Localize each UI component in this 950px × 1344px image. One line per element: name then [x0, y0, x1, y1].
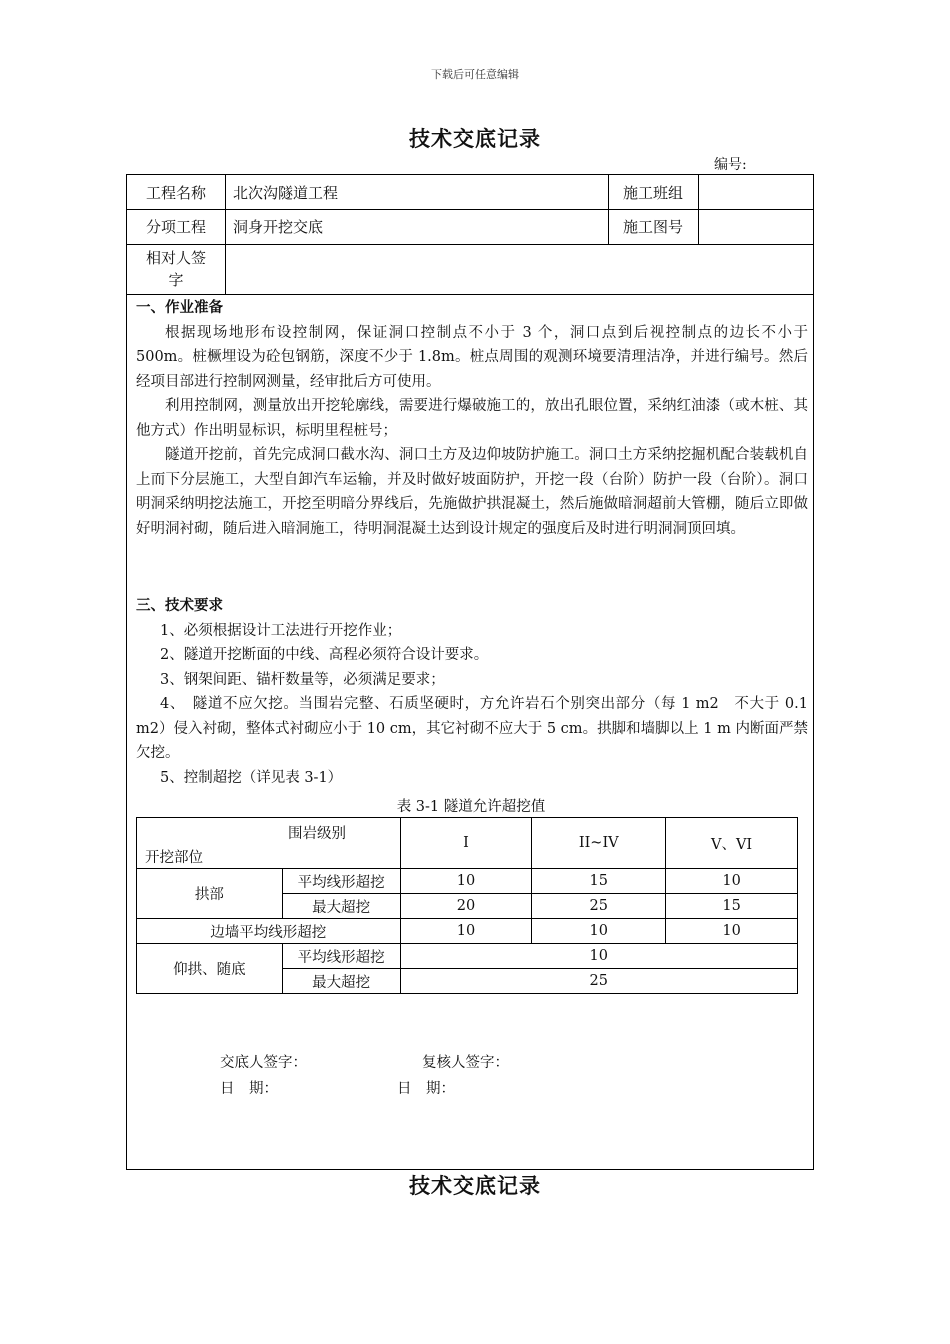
table-row	[137, 944, 798, 969]
table-caption: 表 3-1 隧道允许超挖值	[396, 799, 546, 815]
section-3-title: 三、技术要求	[136, 598, 223, 614]
team-value[interactable]	[704, 175, 809, 209]
arch-max-value-1: 20	[400, 894, 532, 919]
grade-header-1: I	[400, 818, 532, 869]
sidewall-label: 边墙平均线形超挖	[137, 919, 401, 944]
sub-project-label: 分项工程	[145, 218, 206, 236]
invert-max-label: 最大超挖	[282, 969, 400, 994]
invert-label: 仰拱、随底	[137, 944, 283, 994]
arch-max-value-3: 15	[666, 894, 798, 919]
signer-label	[127, 244, 225, 294]
section-1-paragraph-2: 利用控制网，测量放出开挖轮廓线，需要进行爆破施工的，放出孔眼位置，采纳红油漆（或木桩、其他方式）作出明显标识，标明里程桩号；	[136, 398, 808, 439]
header-excavation-part-label: 开挖部位	[145, 850, 203, 866]
project-name-value[interactable]: 北次沟隧道工程	[233, 183, 339, 202]
signer-label-line2: 字	[168, 271, 184, 289]
requirement-item-3: 3、钢架间距、锚杆数量等，必须满足要求；	[160, 671, 445, 688]
drawing-label: 施工图号	[622, 218, 683, 236]
arch-avg-value-3: 10	[666, 869, 798, 894]
table-row	[137, 919, 798, 944]
project-name-label: 工程名称	[145, 183, 206, 202]
section-1-paragraph-1: 根据现场地形布设控制网，保证洞口控制点不小于 3 个，洞口点到后视控制点的边长不小于 500m。桩橛埋设为砼包钢筋，深度不少于 1.8m。桩点周围的观测环境要清理洁净，并进行编号。然后经项目部进行控制网测量，经审批后方可使用。	[136, 324, 808, 390]
presenter-date-label[interactable]: 日 期：	[220, 1081, 278, 1097]
grade-header-3: V、VI	[666, 818, 798, 869]
reviewer-signature-label[interactable]: 复核人签字：	[422, 1055, 509, 1071]
invert-max-value: 25	[400, 969, 797, 994]
section-1-paragraph-3: 隧道开挖前，首先完成洞口截水沟、洞口土方及边仰坡防护施工。洞口土方采纳挖掘机配合装载机自上而下分层施工，大型自卸汽车运输，并及时做好坡面防护，开挖一段（台阶）防护一段（台阶）。洞口明洞采纳明挖法施工，开挖至明暗分界线后，先施做护拱混凝土，然后施做暗洞超前大管棚，随后立即做好明洞衬砌，随后进入暗洞施工，待明洞混凝土达到设计规定的强度后及时进行明洞洞顶回填。	[136, 447, 808, 537]
sidewall-value-2: 10	[532, 919, 666, 944]
arch-avg-value-2: 15	[532, 869, 666, 894]
arch-avg-label: 平均线形超挖	[282, 869, 400, 894]
content-section-1	[136, 296, 808, 541]
sub-project-value[interactable]: 洞身开挖交底	[233, 218, 324, 236]
document-title: 技术交底记录	[409, 127, 541, 151]
sidewall-value-1: 10	[400, 919, 532, 944]
document-title-repeat: 技术交底记录	[409, 1174, 541, 1198]
signer-label-line1: 相对人签	[145, 249, 206, 267]
invert-avg-label: 平均线形超挖	[282, 944, 400, 969]
serial-number-label: 编号:	[714, 157, 747, 173]
overbreak-table	[136, 817, 798, 994]
presenter-signature-label[interactable]: 交底人签字：	[220, 1055, 307, 1071]
table-corner-header	[137, 818, 401, 869]
top-note: 下载后可任意编辑	[431, 68, 519, 81]
signer-value[interactable]	[233, 244, 803, 294]
sidewall-value-3: 10	[666, 919, 798, 944]
arch-avg-value-1: 10	[400, 869, 532, 894]
arch-max-label: 最大超挖	[282, 894, 400, 919]
reviewer-date-label[interactable]: 日 期：	[397, 1081, 455, 1097]
requirement-item-5: 5、控制超挖（详见表 3-1）	[160, 769, 343, 786]
arch-max-value-2: 25	[532, 894, 666, 919]
header-rock-grade-label: 围岩级别	[288, 826, 346, 842]
section-1-title: 一、作业准备	[136, 300, 223, 316]
requirement-item-4: 4、 隧道不应欠挖。当围岩完整、石质坚硬时，方允许岩石个别突出部分（每 1 m2 不大于 0.1 m2）侵入衬砌，整体式衬砌应小于 10 cm，其它衬砌不应大于 5 cm。拱脚和墙脚以上 1 m 内断面严禁欠挖。	[136, 696, 808, 761]
grade-header-2: II~IV	[532, 818, 666, 869]
requirement-item-2: 2、隧道开挖断面的中线、高程必须符合设计要求。	[160, 647, 489, 663]
team-label: 施工班组	[622, 183, 683, 202]
drawing-value[interactable]	[704, 209, 809, 244]
requirement-item-1: 1、必须根据设计工法进行开挖作业；	[160, 622, 402, 639]
invert-avg-value: 10	[400, 944, 797, 969]
content-section-3	[136, 594, 808, 790]
arch-label: 拱部	[137, 869, 283, 919]
table-row	[137, 869, 798, 894]
record-form	[126, 174, 814, 1170]
